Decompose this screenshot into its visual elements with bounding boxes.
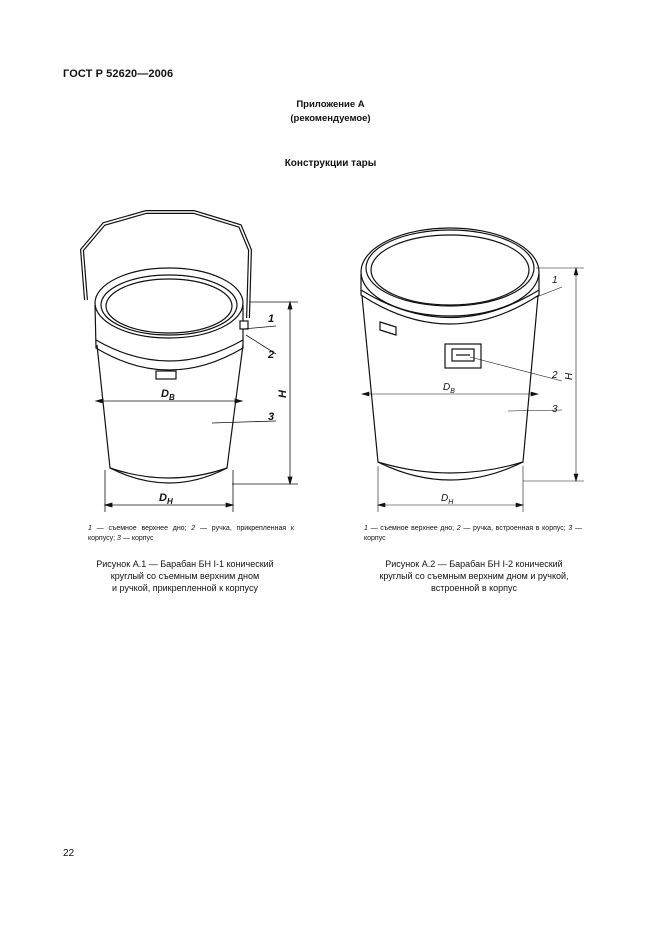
document-header: ГОСТ Р 52620—2006 bbox=[63, 68, 174, 80]
figure1-callout-3: 3 bbox=[268, 411, 275, 423]
figure1-callout-2: 2 bbox=[268, 349, 275, 361]
page-number: 22 bbox=[63, 848, 75, 859]
appendix-title: Приложение А bbox=[296, 99, 365, 110]
figure2-dim-height: H bbox=[564, 372, 575, 380]
figure2-caption: Рисунок А.2 — Барабан БН I-2 конический круглый со съемным верхним дном и ручкой, встроенной в корпус bbox=[379, 559, 569, 593]
figure2-legend: 1 — съемное верхнее дно; 2 — ручка, встроенная в корпус; 3 — корпус bbox=[364, 525, 582, 542]
figure1-callout-1: 1 bbox=[268, 313, 275, 325]
figure1-dim-bottom: $D_Н$ bbox=[159, 492, 173, 506]
figure1-body bbox=[97, 345, 243, 483]
figure1-legend: 1 — съемное верхнее дно; 2 — ручка, прикрепленная к корпусу; 3 — корпус bbox=[88, 525, 294, 542]
figure2-callout-3: 3 bbox=[552, 404, 558, 415]
figure1-dim-height: H bbox=[277, 390, 289, 398]
appendix-subtitle: (рекомендуемое) bbox=[290, 113, 371, 124]
figure2-callout-1: 1 bbox=[552, 275, 558, 286]
figure1-dim-top: $D_В$ bbox=[161, 388, 175, 402]
figure2-dim-bottom: $D_Н$ bbox=[441, 493, 454, 506]
figure2-dim-top: $D_В$ bbox=[443, 382, 455, 395]
section-title: Конструкции тары bbox=[284, 158, 377, 169]
figure2-callout-2: 2 bbox=[552, 370, 558, 381]
figure1-caption: Рисунок А.1 — Барабан БН I-1 конический круглый со съемным верхним дном и ручкой, прикрепленной к корпусу bbox=[96, 559, 274, 593]
